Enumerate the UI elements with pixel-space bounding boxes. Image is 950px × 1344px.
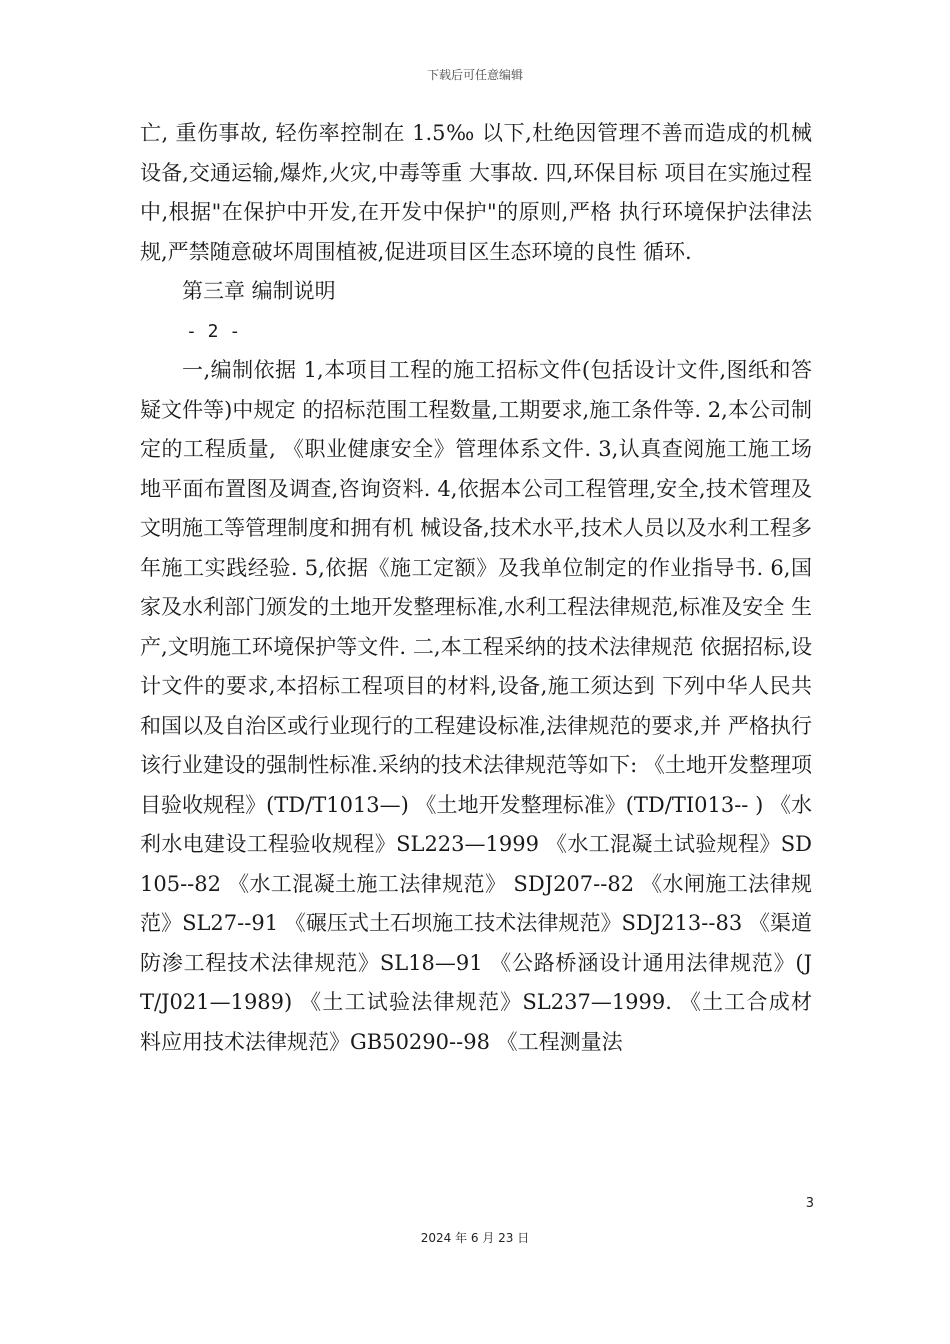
inline-page-mark: - 2 - bbox=[186, 320, 241, 342]
page-header: 下载后可任意编辑 bbox=[426, 68, 523, 82]
page-number: 3 bbox=[805, 1196, 814, 1211]
paragraph-safety-environment: 亡, 重伤事故, 轻伤率控制在 1.5‰ 以下,杜绝因管理不善而造成的机械设备,交通运输,爆炸,火灾,中毒等重 大事故. 四,环保目标 项目在实施过程中,根据"在保护中开发,在开发中保护"的原则,严格 执行环境保护法律法规,严禁随意破坏周围植被,促进项目区生态环境的良性 循环. bbox=[140, 121, 812, 264]
page-footer-date: 2024 年 6 月 23 日 bbox=[420, 1231, 530, 1245]
chapter-title: 第三章 编制说明 bbox=[182, 279, 336, 303]
document-body bbox=[140, 114, 812, 1062]
paragraph-compilation-basis: 一,编制依据 1,本项目工程的施工招标文件(包括设计文件,图纸和答疑文件等)中规定 的招标范围工程数量,工期要求,施工条件等. 2,本公司制定的工程质量, 《职业健康安全》管理体系文件. 3,认真查阅施工施工场地平面布置图及调查,咨询资料. 4,依据本公司工程管理,安全,技术管理及文明施工等管理制度和拥有机 械设备,技术水平,技术人员以及水利工程多年施工实践经验. 5,依据《施工定额》及我单位制定的作业指导书. 6,国家及水利部门颁发的土地开发整理标准,水利工程法律规范,标准及安全 生产,文明施工环境保护等文件. 二,本工程采纳的技术法律规范 依据招标,设计文件的要求,本招标工程项目的材料,设备,施工须达到 下列中华人民共和国以及自治区或行业现行的工程建设标准,法律规范的要求,并 严格执行该行业建设的强制性标准.采纳的技术法律规范等如下: 《土地开发整理项目验收规程》(TD/T1013—) 《土地开发整理标准》(TD/TI013-- ) 《水利水电建设工程验收规程》SL223—1999 《水工混凝土试验规程》SD105--82 《水工混凝土施工法律规范》 SDJ207--82 《水闸施工法律规范》SL27--91 《碾压式土石坝施工技术法律规范》SDJ213--83 《渠道防渗工程技术法律规范》SL18—91 《公路桥涵设计通用法律规范》(JT/J021—1989) 《土工试验法律规范》SL237—1999. 《土工合成材料应用技术法律规范》GB50290--98 《工程测量法 bbox=[140, 358, 812, 1054]
